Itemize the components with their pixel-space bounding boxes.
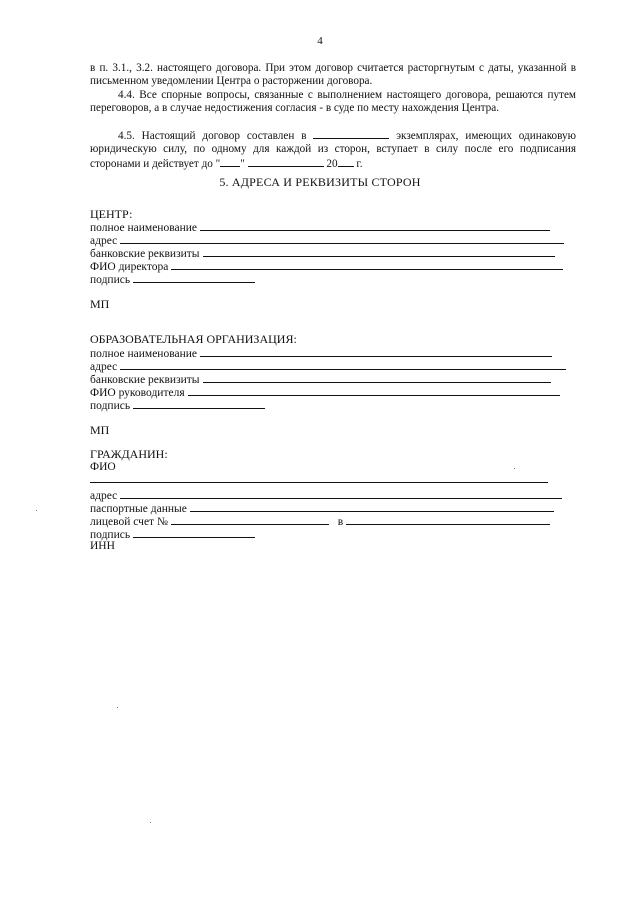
citizen-passport-field[interactable] xyxy=(190,501,554,512)
org-full-name-label: полное наименование xyxy=(90,348,198,360)
paragraph-4-4-text: 4.4. Все спорные вопросы, связанные с выполнением настоящего договора, решаются путем переговоров, а в случае недостижения согласия - в суде по месту нахождения Центра. xyxy=(90,89,576,114)
org-address-field[interactable] xyxy=(120,359,566,370)
scan-speck xyxy=(36,510,37,511)
year-blank[interactable] xyxy=(338,156,354,167)
scan-speck xyxy=(150,822,151,823)
paragraph-4-4 xyxy=(90,89,576,115)
paragraph-4-5-quote: " xyxy=(240,158,245,170)
org-head-label: ФИО руководителя xyxy=(90,387,185,399)
org-address-label: адрес xyxy=(90,361,118,373)
paragraph-continuation-text: в п. 3.1., 3.2. настоящего договора. При этом договор считается расторгнутым с даты, указанной в письменном уведомлении Центра о расторжении договора. xyxy=(90,62,576,87)
paragraph-continuation xyxy=(90,62,576,88)
center-bank-field[interactable] xyxy=(203,246,555,257)
center-director-field[interactable] xyxy=(171,259,563,270)
citizen-passport-label: паспортные данные xyxy=(90,503,187,515)
org-stamp-mark: МП xyxy=(90,423,110,437)
center-signature-field[interactable] xyxy=(133,272,255,283)
paragraph-4-5-year: 20 xyxy=(326,158,338,170)
section-title: 5. АДРЕСА И РЕКВИЗИТЫ СТОРОН xyxy=(219,175,421,189)
citizen-inn-label: ИНН xyxy=(90,540,115,552)
paragraph-4-5 xyxy=(90,128,576,171)
citizen-fio-field[interactable] xyxy=(90,482,548,483)
citizen-address-label: адрес xyxy=(90,490,118,502)
org-title: ОБРАЗОВАТЕЛЬНАЯ ОРГАНИЗАЦИЯ: xyxy=(90,332,297,346)
paragraph-4-5-g: г. xyxy=(356,158,363,170)
org-bank-field[interactable] xyxy=(203,372,551,383)
org-signature-row xyxy=(90,398,265,413)
center-signature-label: подпись xyxy=(90,274,131,286)
month-blank[interactable] xyxy=(248,156,324,167)
scan-speck xyxy=(514,468,515,469)
citizen-fio-row xyxy=(90,461,116,474)
citizen-title: ГРАЖДАНИН: xyxy=(90,447,168,461)
scan-speck xyxy=(117,707,118,708)
citizen-account-field[interactable] xyxy=(171,514,329,525)
citizen-address-field[interactable] xyxy=(120,488,562,499)
paragraph-4-5-text-a: 4.5. Настоящий договор составлен в xyxy=(118,130,307,142)
citizen-signature-label: подпись xyxy=(90,529,131,541)
citizen-bank-in-label: в xyxy=(337,516,344,528)
paragraph-4-5-text-b: экземплярах, имеющих одинаковую юридическую силу, по одному для каждой из сторон, вступает в силу после его подписания сторонами и действует до " xyxy=(90,130,576,170)
org-full-name-field[interactable] xyxy=(200,346,552,357)
citizen-account-label: лицевой счет № xyxy=(90,516,168,528)
copies-count-blank[interactable] xyxy=(313,128,389,139)
citizen-signature-field[interactable] xyxy=(133,527,255,538)
org-signature-field[interactable] xyxy=(133,398,265,409)
page-number: 4 xyxy=(317,35,323,47)
center-full-name-label: полное наименование xyxy=(90,222,198,234)
center-director-label: ФИО директора xyxy=(90,261,169,273)
center-address-label: адрес xyxy=(90,235,118,247)
center-stamp-mark: МП xyxy=(90,297,110,311)
day-blank[interactable] xyxy=(220,156,240,167)
citizen-inn-row xyxy=(90,540,115,553)
center-bank-label: банковские реквизиты xyxy=(90,248,200,260)
org-signature-label: подпись xyxy=(90,400,131,412)
citizen-fio-label: ФИО xyxy=(90,461,116,473)
center-title: ЦЕНТР: xyxy=(90,207,133,221)
center-full-name-field[interactable] xyxy=(200,220,550,231)
org-bank-label: банковские реквизиты xyxy=(90,374,200,386)
center-signature-row xyxy=(90,272,255,287)
org-head-field[interactable] xyxy=(188,385,560,396)
citizen-bank-field[interactable] xyxy=(346,514,550,525)
center-address-field[interactable] xyxy=(120,233,564,244)
